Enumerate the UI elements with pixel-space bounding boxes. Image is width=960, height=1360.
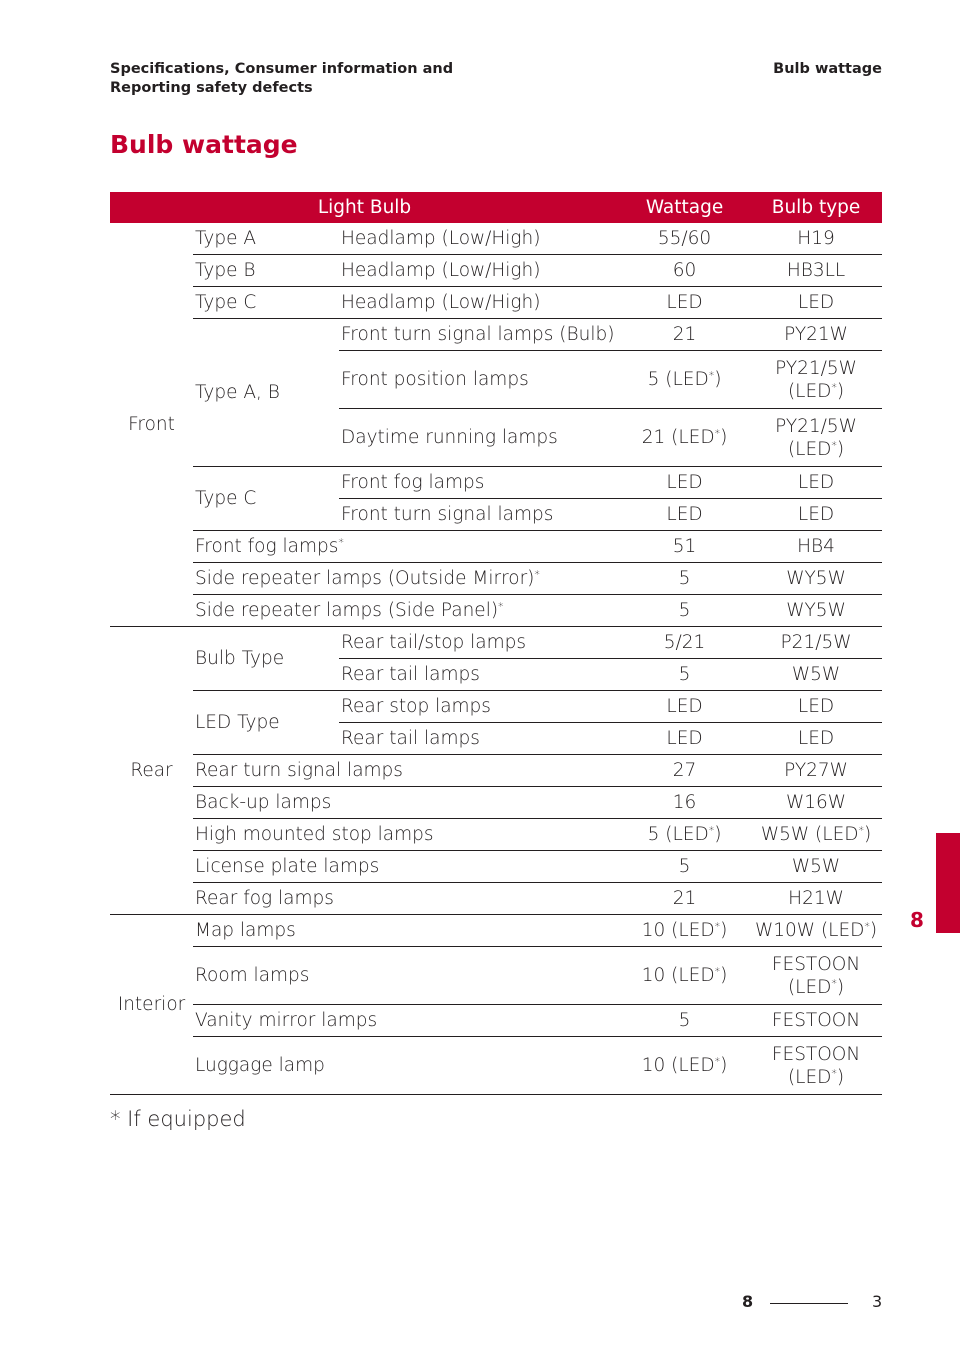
table-row	[110, 287, 882, 319]
bulb-type-cell: LED	[750, 723, 882, 755]
lamp-name: License plate lamps	[193, 851, 619, 883]
lamp-name: Room lamps	[193, 947, 619, 1005]
group-interior: Interior	[110, 915, 193, 1095]
lamp-name: Side repeater lamps (Side Panel)*	[193, 595, 619, 627]
bulb-type-cell: W5W	[750, 851, 882, 883]
wattage-cell: LED	[619, 287, 750, 319]
lamp-name: Luggage lamp	[193, 1037, 619, 1095]
header-wattage: Wattage	[619, 192, 750, 223]
lamp-name: Front turn signal lamps (Bulb)	[339, 319, 619, 351]
table-row	[110, 1037, 882, 1095]
bulb-type-cell: W5W	[750, 659, 882, 691]
table-row	[110, 319, 882, 351]
lamp-name: Headlamp (Low/High)	[339, 255, 619, 287]
lamp-name: Back-up lamps	[193, 787, 619, 819]
footer-chapter-number: 8	[742, 1292, 754, 1311]
lamp-name: Rear turn signal lamps	[193, 755, 619, 787]
lamp-name: Front fog lamps*	[193, 531, 619, 563]
sub-type: LED Type	[193, 691, 339, 755]
wattage-cell: 5	[619, 563, 750, 595]
bulb-type-cell: LED	[750, 287, 882, 319]
lamp-name: Headlamp (Low/High)	[339, 223, 619, 255]
bulb-type-cell: PY21/5W (LED*)	[750, 409, 882, 467]
table-row	[110, 851, 882, 883]
wattage-cell: 5/21	[619, 627, 750, 659]
bulb-type-cell: FESTOON (LED*)	[750, 1037, 882, 1095]
bulb-type-cell: LED	[750, 467, 882, 499]
wattage-cell: 10 (LED*)	[619, 947, 750, 1005]
wattage-cell: 5 (LED*)	[619, 819, 750, 851]
table-row	[110, 223, 882, 255]
wattage-cell: 21	[619, 883, 750, 915]
wattage-cell: 16	[619, 787, 750, 819]
lamp-name: Map lamps	[193, 915, 619, 947]
group-front: Front	[110, 223, 193, 627]
sub-type: Type C	[193, 287, 339, 319]
wattage-cell: 5	[619, 659, 750, 691]
table-row	[110, 883, 882, 915]
bulb-type-cell: PY21/5W (LED*)	[750, 351, 882, 409]
bulb-type-cell: W16W	[750, 787, 882, 819]
bulb-type-cell: PY27W	[750, 755, 882, 787]
bulb-type-cell: W10W (LED*)	[750, 915, 882, 947]
bulb-type-cell: FESTOON	[750, 1005, 882, 1037]
bulb-type-cell: P21/5W	[750, 627, 882, 659]
lamp-name: Rear tail lamps	[339, 723, 619, 755]
table-row	[110, 255, 882, 287]
sub-type: Type A	[193, 223, 339, 255]
table-row	[110, 627, 882, 659]
wattage-cell: LED	[619, 723, 750, 755]
wattage-cell: LED	[619, 499, 750, 531]
wattage-cell: 5	[619, 1005, 750, 1037]
wattage-cell: 10 (LED*)	[619, 915, 750, 947]
table-row	[110, 563, 882, 595]
lamp-name: Side repeater lamps (Outside Mirror)*	[193, 563, 619, 595]
footnote: * If equipped	[110, 1107, 246, 1131]
wattage-cell: LED	[619, 467, 750, 499]
table-header-row	[110, 192, 882, 223]
footer-divider	[770, 1303, 848, 1304]
sub-type: Type C	[193, 467, 339, 531]
lamp-name: Front position lamps	[339, 351, 619, 409]
wattage-cell: 21 (LED*)	[619, 409, 750, 467]
wattage-cell: 51	[619, 531, 750, 563]
lamp-name: Rear tail lamps	[339, 659, 619, 691]
bulb-type-cell: FESTOON (LED*)	[750, 947, 882, 1005]
wattage-cell: 5	[619, 595, 750, 627]
page-title: Bulb wattage	[110, 130, 298, 159]
table-row	[110, 915, 882, 947]
wattage-cell: 5	[619, 851, 750, 883]
group-rear: Rear	[110, 627, 193, 915]
table-row	[110, 819, 882, 851]
wattage-cell: 55/60	[619, 223, 750, 255]
bulb-type-cell: WY5W	[750, 595, 882, 627]
header-light-bulb: Light Bulb	[110, 192, 619, 223]
running-header-section: Specifications, Consumer information and Reporting safety defects	[110, 61, 454, 96]
table-row	[110, 787, 882, 819]
bulb-type-cell: LED	[750, 499, 882, 531]
bulb-type-cell: W5W (LED*)	[750, 819, 882, 851]
lamp-name: Front turn signal lamps	[339, 499, 619, 531]
table-row	[110, 755, 882, 787]
chapter-side-number: 8	[910, 908, 924, 932]
lamp-name: Rear fog lamps	[193, 883, 619, 915]
bulb-type-cell: HB3LL	[750, 255, 882, 287]
bulb-type-cell: LED	[750, 691, 882, 723]
lamp-name: Vanity mirror lamps	[193, 1005, 619, 1037]
sub-type: Bulb Type	[193, 627, 339, 691]
lamp-name: Rear stop lamps	[339, 691, 619, 723]
bulb-type-cell: PY21W	[750, 319, 882, 351]
lamp-name: Front fog lamps	[339, 467, 619, 499]
lamp-name: Daytime running lamps	[339, 409, 619, 467]
bulb-wattage-table	[110, 192, 882, 1095]
header-bulb-type: Bulb type	[750, 192, 882, 223]
bulb-type-cell: WY5W	[750, 563, 882, 595]
running-header-topic: Bulb wattage	[773, 61, 882, 77]
wattage-cell: 21	[619, 319, 750, 351]
lamp-name: Rear tail/stop lamps	[339, 627, 619, 659]
lamp-name: Headlamp (Low/High)	[339, 287, 619, 319]
table-row	[110, 467, 882, 499]
table-row	[110, 691, 882, 723]
wattage-cell: 27	[619, 755, 750, 787]
bulb-type-cell: H19	[750, 223, 882, 255]
table-row	[110, 947, 882, 1005]
wattage-cell: 60	[619, 255, 750, 287]
footer-page-number: 3	[872, 1292, 883, 1311]
bulb-type-cell: H21W	[750, 883, 882, 915]
wattage-cell: 5 (LED*)	[619, 351, 750, 409]
chapter-side-tab	[936, 833, 960, 933]
table-row	[110, 531, 882, 563]
table-row	[110, 595, 882, 627]
sub-type: Type A, B	[193, 319, 339, 467]
wattage-cell: 10 (LED*)	[619, 1037, 750, 1095]
bulb-type-cell: HB4	[750, 531, 882, 563]
wattage-cell: LED	[619, 691, 750, 723]
lamp-name: High mounted stop lamps	[193, 819, 619, 851]
sub-type: Type B	[193, 255, 339, 287]
table-row	[110, 1005, 882, 1037]
